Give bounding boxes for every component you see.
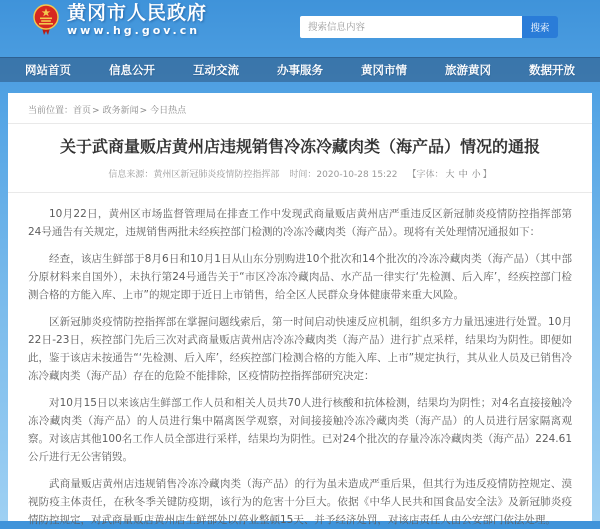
breadcrumb-label: 当前位置： (28, 106, 74, 116)
nav-item-info-disclosure[interactable]: 信息公开 (109, 63, 155, 77)
nav-item-open-data[interactable]: 数据开放 (529, 63, 575, 77)
meta-time: 2020-10-28 15:22 (316, 170, 398, 180)
article-paragraph: 区新冠肺炎疫情防控指挥部在掌握问题线索后，第一时间启动快速反应机制，组织多方力量迅速进行处置。10月22日-23日，疾控部门先后三次对武商量贩店黄州店冷冻冷藏肉类（海产品）进行扩点采样，结果均为阴性。即便如此，鉴于该店未按通告“‘先检测、后入库’，经疾控部门检测合格的方能入库、上市”规定执行，其从业人员及已销售冷冻冷藏肉类（海产品）存在的危险不能排除，区疫情防控指挥部研究决定： (28, 316, 572, 382)
article-body (28, 193, 572, 529)
article-title: 关于武商量贩店黄州店违规销售冷冻冷藏肉类（海产品）情况的通报 (59, 137, 540, 156)
main-nav (0, 57, 600, 82)
search-button[interactable]: 搜索 (522, 16, 558, 38)
site-url: www.hg.gov.cn (67, 24, 201, 37)
article-meta (8, 167, 592, 193)
meta-font-label: 【字体： (407, 170, 444, 180)
breadcrumb-separator: > (92, 106, 100, 116)
nav-item-city-profile[interactable]: 黄冈市情 (361, 63, 407, 77)
site-header (0, 0, 600, 57)
meta-font-close: 】 (482, 170, 492, 180)
article-paragraph: 经查，该店生鲜部于8月6日和10月1日从山东分别购进10个批次和14个批次的冷冻冷藏肉类（海产品）（其中部分原材料来自国外），未执行第24号通告关于“市区冷冻冷藏肉品、水产品一律实行‘先检测、后入库’，经疾控部门检测合格的方能入库、上市”的规定即于近日上市销售，给全区人民群众身体健康带来重大风险。 (28, 253, 572, 301)
breadcrumb-gov-news[interactable]: 政务新闻 (102, 106, 139, 116)
site-name: 黄冈市人民政府 (67, 2, 208, 24)
breadcrumb-today-hot[interactable]: 今日热点 (150, 106, 187, 116)
site-brand-text (67, 2, 207, 38)
font-size-medium[interactable]: 中 (458, 170, 468, 180)
content-card (8, 93, 592, 526)
article-paragraph: 10月22日，黄州区市场监督管理局在排查工作中发现武商量贩店黄州店严重违反区新冠肺炎疫情防控指挥部第24号通告有关规定，违规销售两批未经疾控部门检测的冷冻冷藏肉类（海产品）。现将有关处理情况通报如下： (28, 208, 572, 238)
nav-item-services[interactable]: 办事服务 (277, 63, 323, 77)
breadcrumb-home[interactable]: 首页 (73, 106, 92, 116)
nav-item-tourism[interactable]: 旅游黄冈 (445, 63, 491, 77)
article-paragraph: 对10月15日以来该店生鲜部工作人员和相关人员共70人进行核酸和抗体检测，结果均为阴性；对4名直接接触冷冻冷藏肉类（海产品）的人员进行集中隔离医学观察，对间接接触冷冻冷藏肉类（海产品）的人员进行居家隔离观察。对该店其他100名工作人员全部进行采样，结果均为阴性。已对24个批次的存量冷冻冷藏肉类（海产品）224.61公斤进行无公害销毁。 (28, 397, 572, 463)
nav-item-interaction[interactable]: 互动交流 (193, 63, 239, 77)
national-emblem-icon (32, 4, 60, 36)
meta-source: 黄州区新冠肺炎疫情防控指挥部 (153, 170, 280, 180)
search-bar (300, 16, 558, 38)
site-logo[interactable] (32, 2, 207, 38)
search-input[interactable] (300, 16, 522, 38)
article-paragraph: 武商量贩店黄州店违规销售冷冻冷藏肉类（海产品）的行为虽未造成严重后果，但其行为违反疫情防控规定、漠视防疫主体责任，在秋冬季关键防疫期，该行为的危害十分巨大。依据《中华人民共和国食品安全法》及新冠肺炎疫情防控规定，对武商量贩店黄州店生鲜部处以停业整顿15天、并予经济处罚，对该店责任人由公安部门依法处理。 (28, 478, 572, 526)
nav-item-home[interactable]: 网站首页 (25, 63, 71, 77)
meta-time-label: 时间： (289, 170, 317, 180)
font-size-large[interactable]: 大 (445, 170, 455, 180)
font-size-small[interactable]: 小 (471, 170, 481, 180)
breadcrumb-separator: > (139, 106, 148, 116)
meta-source-label: 信息来源： (108, 170, 154, 180)
breadcrumb (8, 93, 592, 124)
